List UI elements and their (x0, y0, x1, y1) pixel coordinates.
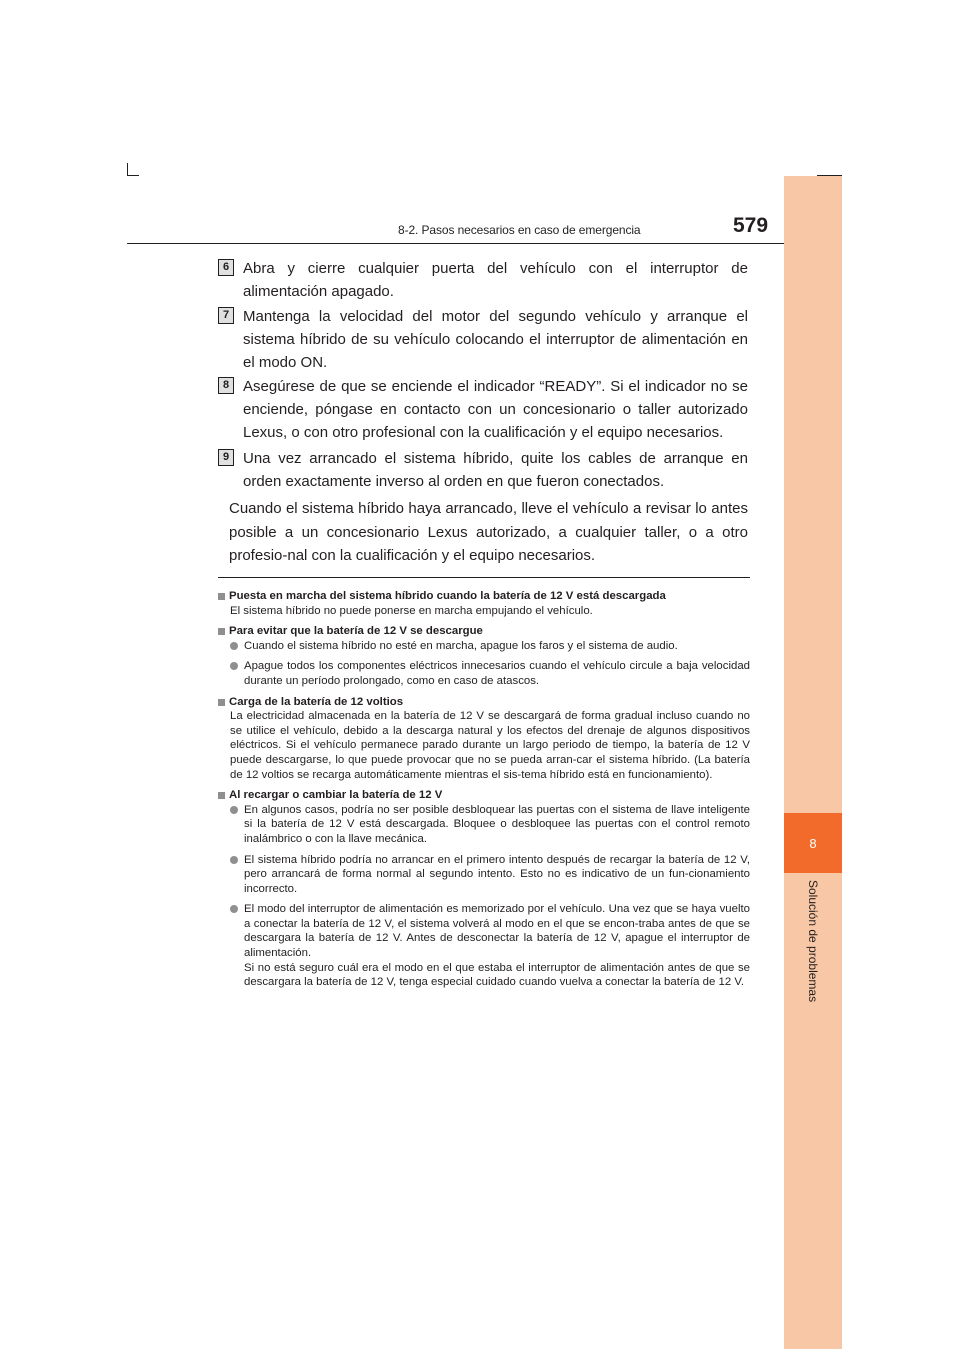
bullet-text: Apague todos los componentes eléctricos innecesarios cuando el vehículo circule a baja velocidad durante un período prolongado, como en caso de atascos. (244, 660, 750, 687)
chapter-side-band (784, 176, 842, 1349)
note-heading-text: Para evitar que la batería de 12 V se descargue (229, 625, 483, 638)
crop-mark-top-left-v (127, 163, 128, 175)
header-rule (127, 243, 784, 244)
crop-mark-top-left (127, 175, 139, 176)
note-body: El sistema híbrido no puede ponerse en marcha empujando el vehículo. (230, 604, 593, 617)
note-heading-text: Puesta en marcha del sistema híbrido cuando la batería de 12 V está descargada (229, 590, 666, 602)
note-body: La electricidad almacenada en la batería de 12 V se descargará de forma gradual incluso cuando no se utilice el vehículo, debido a la descarga natural y los efectos del drenaje de algunos dispositivos eléctricos. Si el vehículo permanece parado durante un largo periodo de tiempo, la batería de 12 V puede descargarse, lo que puede provocar que no se pueda arran-car el sistema híbrido. (La batería de 12 voltios se recarga automáticamente mientras el sis-tema híbrido está en funcionamiento). (230, 710, 750, 781)
square-bullet-icon (218, 699, 225, 706)
square-bullet-icon (218, 593, 225, 600)
bullet-text: Si no está seguro cuál era el modo en el que estaba el interruptor de alimentación antes de que se descargara la batería de 12 V, tenga especial cuidado cuando vuelva a conectar la batería de 12 V. (244, 961, 750, 989)
step-text: Una vez arrancado el sistema híbrido, quite los cables de arranque en orden exactamente inverso al orden en que fueron conectados. (243, 450, 748, 490)
note-bullet (230, 639, 750, 654)
circle-bullet-icon (230, 856, 238, 864)
step-9 (218, 447, 748, 493)
circle-bullet-icon (230, 905, 238, 913)
bullet-text-group (244, 902, 750, 990)
section-title: 8-2. Pasos necesarios en caso de emergencia (398, 223, 641, 237)
step-text: Abra y cierre cualquier puerta del vehículo con el interruptor de alimentación apagado. (243, 260, 748, 300)
circle-bullet-icon (230, 806, 238, 814)
note-heading (218, 788, 750, 803)
circle-bullet-icon (230, 642, 238, 650)
page-number: 579 (733, 214, 769, 237)
step-text: Asegúrese de que se enciende el indicador “READY”. Si el indicador no se enciende, póngase en contacto con un concesionario o taller autorizado Lexus, o con otro profesional con la cualificación y el equipo necesarios. (243, 378, 748, 441)
step-7 (218, 305, 748, 374)
bullet-text: El sistema híbrido podría no arrancar en el primero intento después de recargar la batería de 12 V, pero arrancará de forma normal al segundo intento. Esto no es indicativo de un fun-cionamiento incorrecto. (244, 853, 750, 895)
step-6 (218, 257, 748, 303)
step-text: Mantenga la velocidad del motor del segundo vehículo y arranque el sistema híbrido de su vehículo colocando el interruptor de alimentación en el modo ON. (243, 308, 748, 371)
closing-paragraph: Cuando el sistema híbrido haya arrancado, lleve el vehículo a revisar lo antes posible a un concesionario Lexus autorizado, a cualquier taller, o a otro profesio-nal con la cualificación y el equipo necesarios. (229, 500, 748, 564)
square-bullet-icon (218, 792, 225, 799)
square-bullet-icon (218, 628, 225, 635)
note-heading (218, 589, 750, 604)
notes-section (218, 587, 750, 996)
step-number-badge: 7 (218, 307, 234, 324)
step-number-badge: 6 (218, 259, 234, 276)
note-heading-text: Al recargar o cambiar la batería de 12 V (229, 789, 443, 802)
note-heading-text: Carga de la batería de 12 voltios (229, 695, 404, 708)
note-bullet (230, 803, 750, 847)
note-heading (218, 624, 750, 639)
step-number-badge: 9 (218, 449, 234, 466)
bullet-text: Cuando el sistema híbrido no esté en marcha, apague los faros y el sistema de audio. (244, 639, 678, 652)
step-8 (218, 375, 748, 444)
chapter-title-vertical: Solución de problemas (806, 880, 820, 1003)
note-bullet (230, 853, 750, 897)
note-bullet (230, 659, 750, 688)
note-heading (218, 695, 750, 710)
step-number-badge: 8 (218, 377, 234, 394)
notes-divider (218, 577, 750, 578)
bullet-text: En algunos casos, podría no ser posible desbloquear las puertas con el sistema de llave inteligente si la batería de 12 V está descargada. Bloquee o desbloquee las puertas con el control remoto inalámbrico o con la llave mecánica. (244, 803, 750, 845)
circle-bullet-icon (230, 662, 238, 670)
chapter-number-tab: 8 (784, 813, 842, 873)
note-bullet (230, 902, 750, 990)
bullet-text: El modo del interruptor de alimentación es memorizado por el vehículo. Una vez que se haya vuelto a conectar la batería de 12 V, el sistema volverá al modo en el que se encon-traba antes de que se descargara la batería de 12 V. Antes de desconectar la batería de 12 V, apague el interruptor de alimentación. (244, 903, 750, 960)
